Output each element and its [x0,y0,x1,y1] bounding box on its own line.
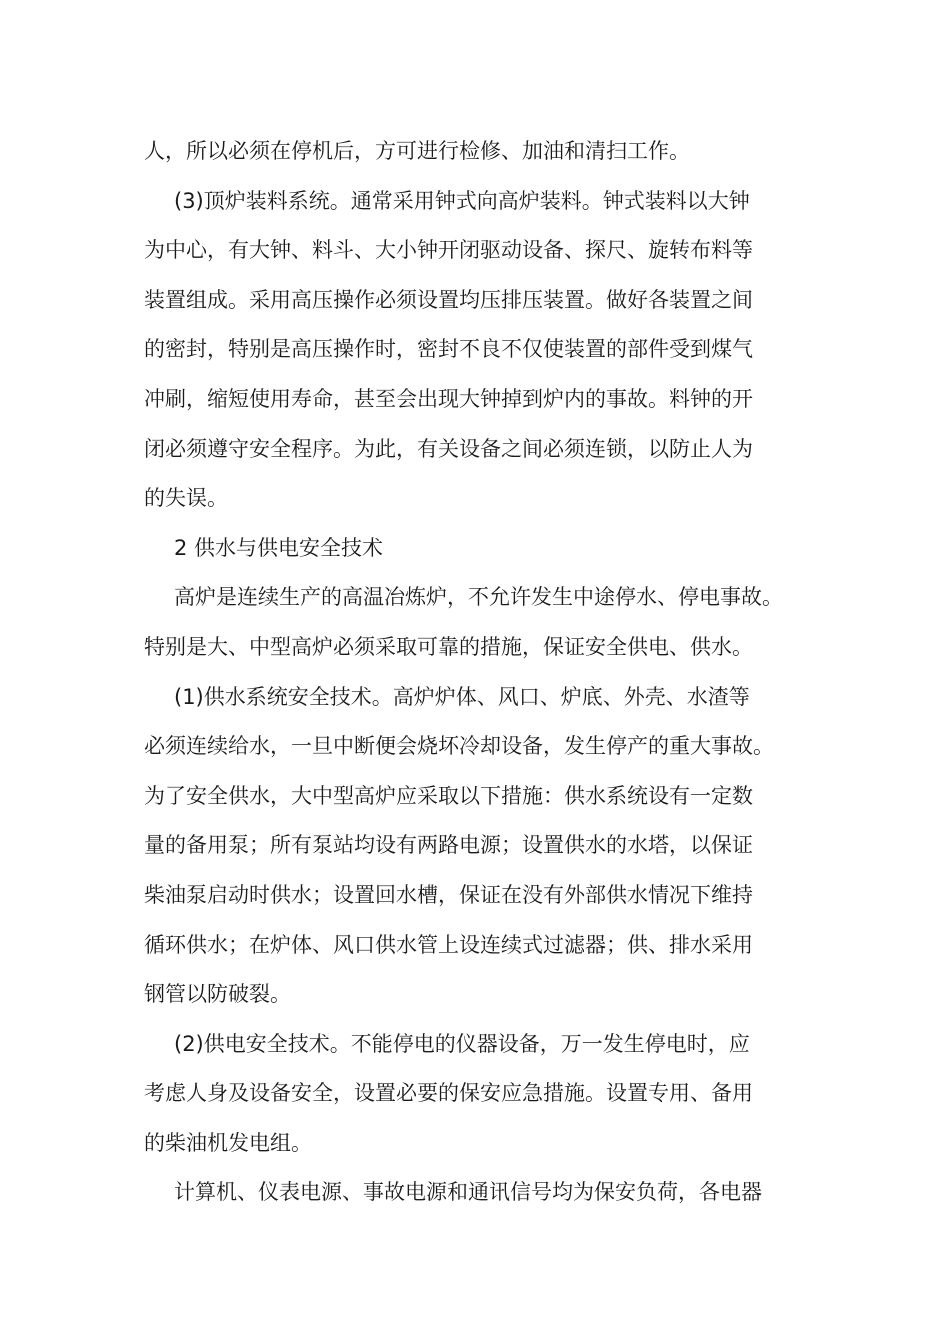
text-line: 装置组成。采用高压操作必须设置均压排压装置。做好各装置之间 [144,287,753,312]
body-text [144,127,814,1218]
paragraph-start-line: (1)供水系统安全技术。高炉炉体、风口、炉底、外壳、水渣等 [174,684,750,709]
text-line: 的柴油机发电组。 [144,1130,312,1155]
text-line: 冲刷，缩短使用寿命，甚至会出现大钟掉到炉内的事故。料钟的开 [144,386,753,411]
paragraph-start-line: (3)顶炉装料系统。通常采用钟式向高炉装料。钟式装料以大钟 [174,188,750,213]
text-line: 特别是大、中型高炉必须采取可靠的措施，保证安全供电、供水。 [144,634,753,659]
paragraph-start-line: 计算机、仪表电源、事故电源和通讯信号均为保安负荷，各电器 [174,1180,762,1205]
text-line: 的密封，特别是高压操作时，密封不良不仅使装置的部件受到煤气 [144,337,753,362]
text-line: 必须连续给水，一旦中断便会烧坏冷却设备，发生停产的重大事故。 [144,734,774,759]
text-line: 循环供水；在炉体、风口供水管上设连续式过滤器；供、排水采用 [144,932,753,957]
paragraph-start-line: 高炉是连续生产的高温冶炼炉，不允许发生中途停水、停电事故。 [174,585,783,610]
text-line: 为中心，有大钟、料斗、大小钟开闭驱动设备、探尺、旋转布料等 [144,238,753,263]
text-line: 闭必须遵守安全程序。为此，有关设备之间必须连锁，以防止人为 [144,436,753,461]
text-line: 人，所以必须在停机后，方可进行检修、加油和清扫工作。 [144,139,690,163]
text-line: 量的备用泵；所有泵站均设有两路电源；设置供水的水塔，以保证 [144,833,753,858]
text-line: 为了安全供水，大中型高炉应采取以下措施：供水系统设有一定数 [144,783,753,808]
paragraph-start-line: (2)供电安全技术。不能停电的仪器设备，万一发生停电时，应 [174,1031,750,1056]
text-line: 的失误。 [144,486,228,511]
section-heading: 2 供水与供电安全技术 [174,535,384,560]
text-line: 考虑人身及设备安全，设置必要的保安应急措施。设置专用、备用 [144,1081,753,1106]
text-line: 钢管以防破裂。 [144,982,291,1007]
text-line: 柴油泵启动时供水；设置回水槽，保证在没有外部供水情况下维持 [144,882,753,907]
